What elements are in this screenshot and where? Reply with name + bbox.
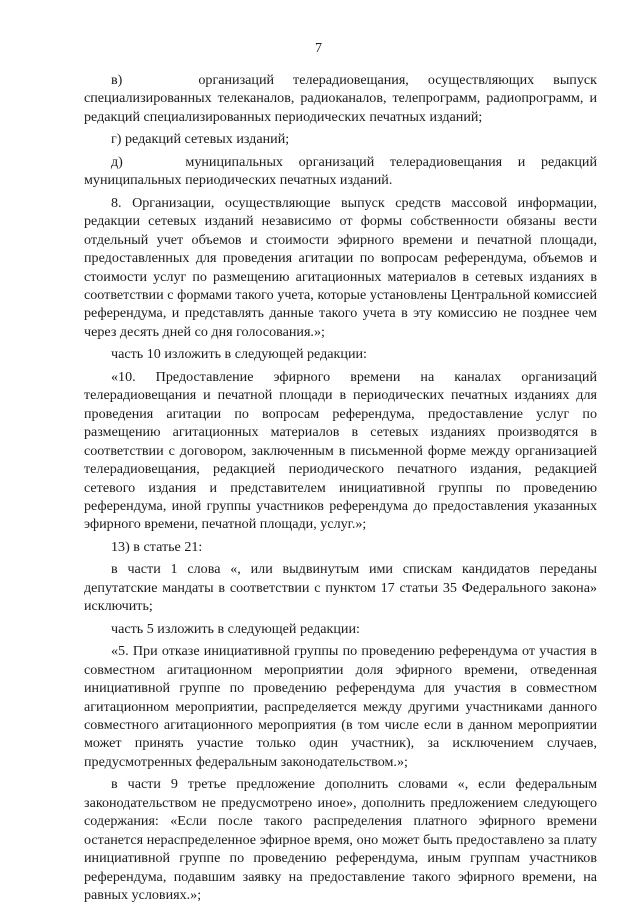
paragraph-g: г) редакций сетевых изданий; <box>111 131 290 148</box>
paragraph-v: в) организаций телерадиовещания, осуществляющих выпуск специализированных телеканалов, радиоканалов, телепрограмм, радиопрограмм, и редакций специализированных периодических печатных изданий; <box>84 72 597 125</box>
paragraph-5: «5. При отказе инициативной группы по проведению референдума от участия в совместном агитационном мероприятии доля эфирного времени, отведенная инициативной группе по проведению референдума для участия в совместном агитационном мероприятии, распределяется между другими участниками данного совместного агитационного мероприятия (в том числе если в данном мероприятии может принять участие только один участник), за исключением случаев, предусмотренных федеральным законодательством.»; <box>84 643 597 770</box>
paragraph-part-1: в части 1 слова «, или выдвинутым ими спискам кандидатов переданы депутатские мандаты в соответствии с пунктом 17 статьи 35 Федерального закона» исключить; <box>84 561 597 615</box>
paragraph-part-9: в части 9 третье предложение дополнить словами «, если федеральным законодательством не предусмотрено иное», дополнить предложением следующего содержания: «Если после такого распределения платного эфирного времени останется нераспределенное эфирное время, оно может быть предоставлено за плату инициативной группе по проведению референдума, иным группам участников референдума, подавшим заявку на предоставление такого эфирного времени, на равных условиях.»; <box>84 776 597 904</box>
paragraph-10: «10. Предоставление эфирного времени на каналах организаций телерадиовещания и печатной площади в периодических печатных изданиях для проведения агитации по вопросам референдума, предоставление услуг по размещению агитационных материалов в сетевых изданиях производятся в соответствии с договором, заключенным в письменной форме между организацией телерадиовещания, редакцией периодического печатного издания, редакцией сетевого издания и представителем инициативной группы по проведению референдума, иной группы участников референдума до предоставления указанных эфирного времени, печатной площади, услуг.»; <box>84 368 597 533</box>
document-body <box>84 71 597 904</box>
paragraph-part-5-intro: часть 5 изложить в следующей редакции: <box>111 620 360 637</box>
page-number: 7 <box>315 41 322 56</box>
paragraph-d: д) муниципальных организаций телерадиовещания и редакций муниципальных периодических печатных изданий. <box>84 153 597 189</box>
paragraph-part-10-intro: часть 10 изложить в следующей редакции: <box>111 346 367 363</box>
paragraph-13: 13) в статье 21: <box>111 538 203 555</box>
paragraph-8: 8. Организации, осуществляющие выпуск средств массовой информации, редакции сетевых изданий независимо от формы собственности обязаны вести отдельный учет объемов и стоимости эфирного времени и печатной площади, предоставленных для проведения агитации по вопросам референдума, объемов и стоимости услуг по размещению агитационных материалов в сетевых изданиях в соответствии с формами такого учета, которые установлены Центральной комиссией референдума, и представлять данные такого учета в эту комиссию не позднее чем через десять дней со дня голосования.»; <box>84 194 597 340</box>
